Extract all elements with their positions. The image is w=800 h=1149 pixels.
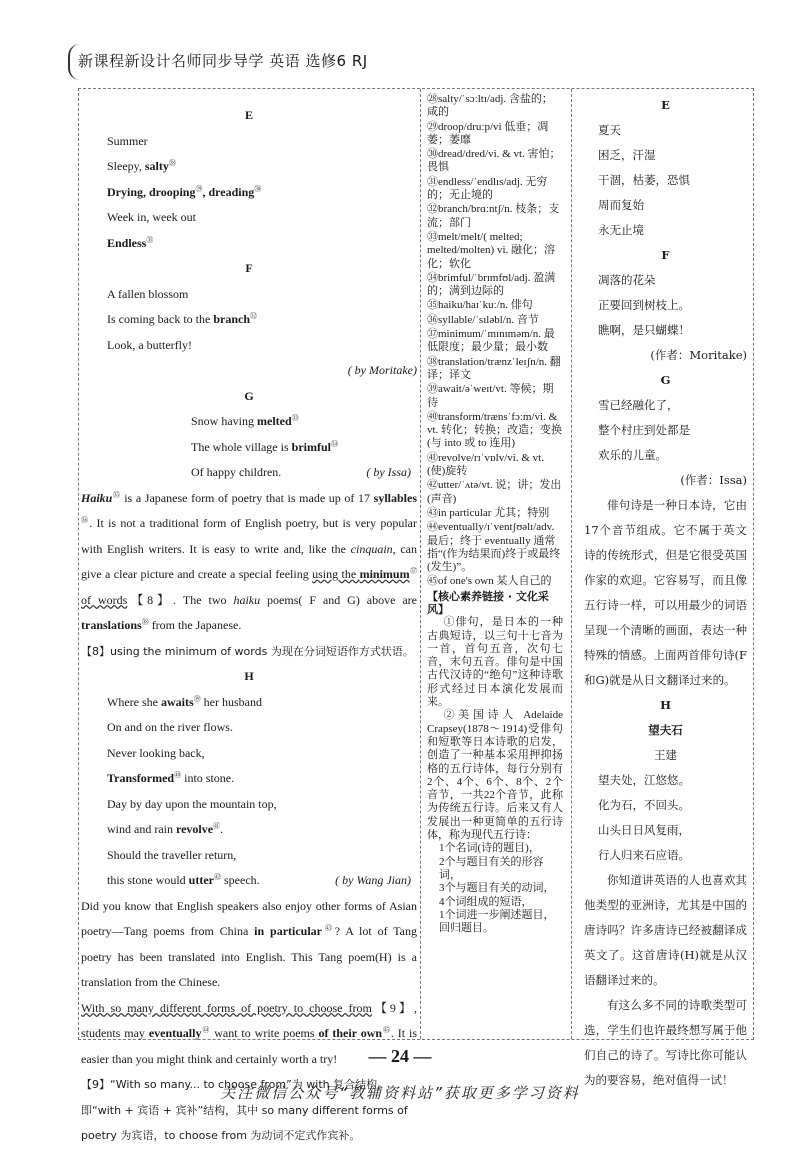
cinquain-item: 4个词组成的短语， bbox=[439, 895, 533, 908]
culture-note-2: ②美国诗人 Adelaide Crapsey(1878～1914)受俳句和短歌等日本诗歌的启发，创造了一种基本采用押抑扬格的五行诗体，每行分别有2个、4个、6个、8个、2个音节，一共22个音节，此称为传统五行诗。后来又有人发展出一种更简单的五行诗体，称为现代五行诗： bbox=[427, 709, 563, 842]
translation-paragraph-2: 你知道讲英语的人也喜欢其他类型的亚洲诗，尤其是中国的唐诗吗？许多唐诗已经被翻译成英文了。这首唐诗(H)就是从汉语翻译过来的。 bbox=[584, 873, 747, 987]
header-bracket bbox=[68, 44, 80, 80]
verse-line: 欢乐的儿童。 bbox=[598, 448, 667, 462]
translation-f-letter: F bbox=[661, 248, 670, 262]
translation-g-letter: G bbox=[660, 373, 671, 387]
section-e-letter: E bbox=[244, 108, 253, 122]
translation-paragraph-1: 俳句诗是一种日本诗，它由17个音节组成。它不属于英文诗的传统形式，但是它很受英国作家的欢迎。它容易写，而且像五行诗一样，可以用最少的词语呈现一个清晰的画面，表达一种特殊的情感。上面两首俳句诗(F和G)就是从日文翻译过来的。 bbox=[584, 498, 747, 687]
cinquain-structure-list bbox=[427, 842, 563, 935]
translation-g-poem bbox=[584, 393, 747, 468]
vocab-item: ㉛endless/ˈendlɪs/adj. 无穷的；无止境的 bbox=[427, 175, 548, 202]
verse-line: 夏天 bbox=[598, 123, 621, 137]
vocabulary-list bbox=[427, 93, 563, 589]
poem-f-line-2: Is coming back to the branch$^㉜$ bbox=[107, 312, 257, 326]
vocab-item: ㉙droop/druːp/vi 低垂；凋萎；萎靡 bbox=[427, 120, 549, 146]
poem-f-line-3: Look, a butterfly! bbox=[107, 337, 192, 352]
verse-line: 干涸，枯萎，恐惧 bbox=[598, 173, 690, 187]
translation-f-poem bbox=[584, 268, 747, 343]
translation-column bbox=[584, 93, 747, 1093]
vocab-item: ㊲minimum/ˈmɪnɪməm/n. 最低限度；最少量；最小数 bbox=[427, 328, 555, 354]
poem-h-line-7: Should the traveller return, bbox=[107, 847, 237, 862]
poem-e-line-5: Endless$^㉛$ bbox=[107, 235, 154, 250]
vocab-item: ㊺of one's own 某人自己的 bbox=[427, 575, 552, 588]
translation-h-letter: H bbox=[660, 698, 671, 712]
translation-g-author: (作者：Issa) bbox=[680, 473, 747, 487]
column-divider-1 bbox=[420, 89, 421, 1039]
vocabulary-column bbox=[427, 93, 563, 935]
section-f-letter: F bbox=[245, 261, 253, 275]
vocab-item: ㊴await/əˈweɪt/vt. 等候；期待 bbox=[427, 383, 554, 409]
vocab-item: ㉞brimful/ˈbrɪmfʊl/adj. 盈满的；满到边际的 bbox=[427, 271, 556, 298]
vocab-item: ㊸in particular 尤其；特别 bbox=[427, 506, 550, 519]
poem-g-line-3: Of happy children. ( by Issa) bbox=[191, 465, 411, 479]
verse-line: 凋落的花朵 bbox=[598, 273, 656, 287]
translation-paragraph-3: 有这么多不同的诗歌类型可选，学生们也许最终想写属于他们自己的诗了。写诗比你可能认为的要容易，绝对值得一试！ bbox=[584, 998, 747, 1087]
vocab-item: ㊱syllable/ˈsɪləbl/n. 音节 bbox=[427, 313, 539, 326]
vocab-item: ㉝melt/melt/( melted; melted/molten) vi. 融化；溶化；软化 bbox=[427, 230, 556, 270]
verse-line: 雪已经融化了， bbox=[598, 398, 679, 412]
translation-f-author: (作者：Moritake) bbox=[650, 348, 747, 362]
poem-h-line-6: wind and rain revolve$^㊶$. bbox=[107, 822, 224, 836]
poem-h-line-3: Never looking back, bbox=[107, 745, 205, 760]
verse-line: 永无止境 bbox=[598, 223, 644, 237]
culture-note-1: ①俳句，是日本的一种古典短诗，以三句十七音为一首，首句五音，次句七音，末句五音。俳句是中国古代汉诗的“绝句”这种诗歌形式经过日本演化发展而来。 bbox=[427, 616, 563, 709]
poem-f-author: ( by Moritake) bbox=[347, 363, 417, 377]
verse-line: 瞧啊，是只蝴蝶！ bbox=[598, 323, 690, 337]
verse-line: 正要回到树枝上。 bbox=[598, 298, 690, 312]
culture-heading: 【核心素养链接 · 文化采风】 bbox=[427, 589, 549, 616]
cinquain-item: 1个名词(诗的题目)， bbox=[439, 842, 540, 855]
translation-e-poem bbox=[584, 118, 747, 243]
grammar-note-8: 【8】using the minimum of words 为现在分词短语作方式状语。 bbox=[81, 644, 414, 658]
poem-e-line-2: Sleepy, salty$^㉘$ bbox=[107, 159, 176, 173]
closing-paragraph: With so many different forms of poetry to choose from【9】, students may eventually$^㊹$ want to write poems of their own$^㊺$. It is easier than you might think and certainly worth a try! bbox=[81, 1000, 417, 1066]
poem-h-line-5: Day by day upon the mountain top, bbox=[107, 796, 277, 811]
page-number: — 24 — bbox=[368, 1046, 432, 1066]
section-h-letter: H bbox=[244, 669, 254, 683]
translation-h-title: 望夫石 bbox=[648, 723, 683, 737]
poem-e-line-3: Drying, drooping$^㉙$, dreading$^㉚$ bbox=[107, 184, 262, 199]
grammar-note-9: 【9】“With so many... to choose from”为 with 复合结构，即“with + 宾语 + 宾补”结构，其中 so many different forms of poetry 为宾语，to choose from 为动词不定式作宾补。 bbox=[81, 1078, 408, 1142]
footer-promo: 关注微信公众号“教辅资料站”获取更多学习资料 bbox=[220, 1084, 580, 1102]
column-divider-2 bbox=[571, 89, 572, 1039]
poem-h-line-2: On and on the river flows. bbox=[107, 720, 233, 734]
vocab-item: ㉚dread/dred/vi. & vt. 害怕；畏惧 bbox=[427, 148, 561, 174]
vocab-item: ㊶revolve/rɪˈvɒlv/vi. & vt. (使)旋转 bbox=[427, 451, 544, 478]
translation-e-letter: E bbox=[661, 98, 670, 112]
english-text-column bbox=[81, 103, 417, 1149]
tang-poetry-paragraph: Did you know that English speakers also enjoy other forms of Asian poetry—Tang poems from China in particular$^㊸$? A lot of Tang poetry has been translated into English. This Tang poem(H) is a translation from the Chinese. bbox=[81, 898, 417, 989]
verse-line: 山头日日风复雨， bbox=[598, 823, 690, 837]
cinquain-item: 1个词进一步阐述题目，回归题目。 bbox=[439, 908, 555, 935]
verse-line: 化为石，不回头。 bbox=[598, 798, 690, 812]
translation-h-author: 王建 bbox=[654, 748, 677, 762]
verse-line: 周而复始 bbox=[598, 198, 644, 212]
cinquain-item: 3个与题目有关的动词， bbox=[439, 882, 555, 895]
vocab-item: ㉟haiku/haɪˈkuː/n. 俳句 bbox=[427, 299, 533, 312]
poem-h-line-4: Transformed$^㊵$ into stone. bbox=[107, 771, 235, 785]
vocab-item: ㉘salty/ˈsɔːltɪ/adj. 含盐的；咸的 bbox=[427, 93, 553, 119]
poem-f-line-1: A fallen blossom bbox=[107, 286, 189, 301]
cinquain-item: 2个与题目有关的形容词， bbox=[439, 855, 544, 881]
verse-line: 行人归来石应语。 bbox=[598, 848, 690, 862]
vocab-item: ㊷utter/ˈʌtə/vt. 说；讲；发出(声音) bbox=[427, 479, 562, 505]
poem-e-line-4: Week in, week out bbox=[107, 210, 197, 224]
vocab-item: ㉜branch/brɑːntʃ/n. 枝条；支流；部门 bbox=[427, 203, 560, 229]
haiku-paragraph: Haiku$^㉟$ is a Japanese form of poetry that is made up of 17 syllables$^㊱$. It is not a traditional form of English poetry, but is very popular with English writers. It is easy to write and, like the cinquain, can give a clear picture and create a special feeling using the minimum$^㊲$ of words【8】. The two haiku poems( F and G) above are translations$^㊳$ from the Japanese. bbox=[81, 490, 417, 632]
verse-line: 望夫处，江悠悠。 bbox=[598, 773, 690, 787]
poem-h-line-1: Where she awaits$^㊴$ her husband bbox=[107, 694, 262, 709]
poem-g-line-1: Snow having melted$^㉝$ bbox=[191, 414, 299, 428]
poem-g-line-2: The whole village is brimful$^㉞$ bbox=[191, 439, 338, 454]
page-header bbox=[78, 50, 758, 74]
section-g-letter: G bbox=[244, 388, 254, 403]
verse-line: 整个村庄到处都是 bbox=[598, 423, 690, 437]
header-title: 新课程新设计名师同步导学 英语 选修6 RJ bbox=[78, 52, 368, 70]
poem-e-line-1: Summer bbox=[107, 133, 148, 148]
vocab-item: ㊳translation/trænzˈleɪʃn/n. 翻译；译文 bbox=[427, 355, 561, 381]
poem-h-line-8: this stone would utter$^㊷$ speech. ( by Wang Jian) bbox=[107, 873, 411, 887]
translation-h-poem bbox=[584, 768, 747, 868]
verse-line: 困乏，汗湿 bbox=[598, 148, 656, 162]
vocab-item: ㊹eventually/ɪˈventʃʊəlɪ/adv. 最后；终于 eventually 通常指“(作为结果而)终于或最终(发生)”。 bbox=[427, 521, 561, 574]
vocab-item: ㊵transform/trænsˈfɔːm/vi. & vt. 转化；转换；改造；变换(与 into 或 to 连用) bbox=[427, 410, 563, 450]
